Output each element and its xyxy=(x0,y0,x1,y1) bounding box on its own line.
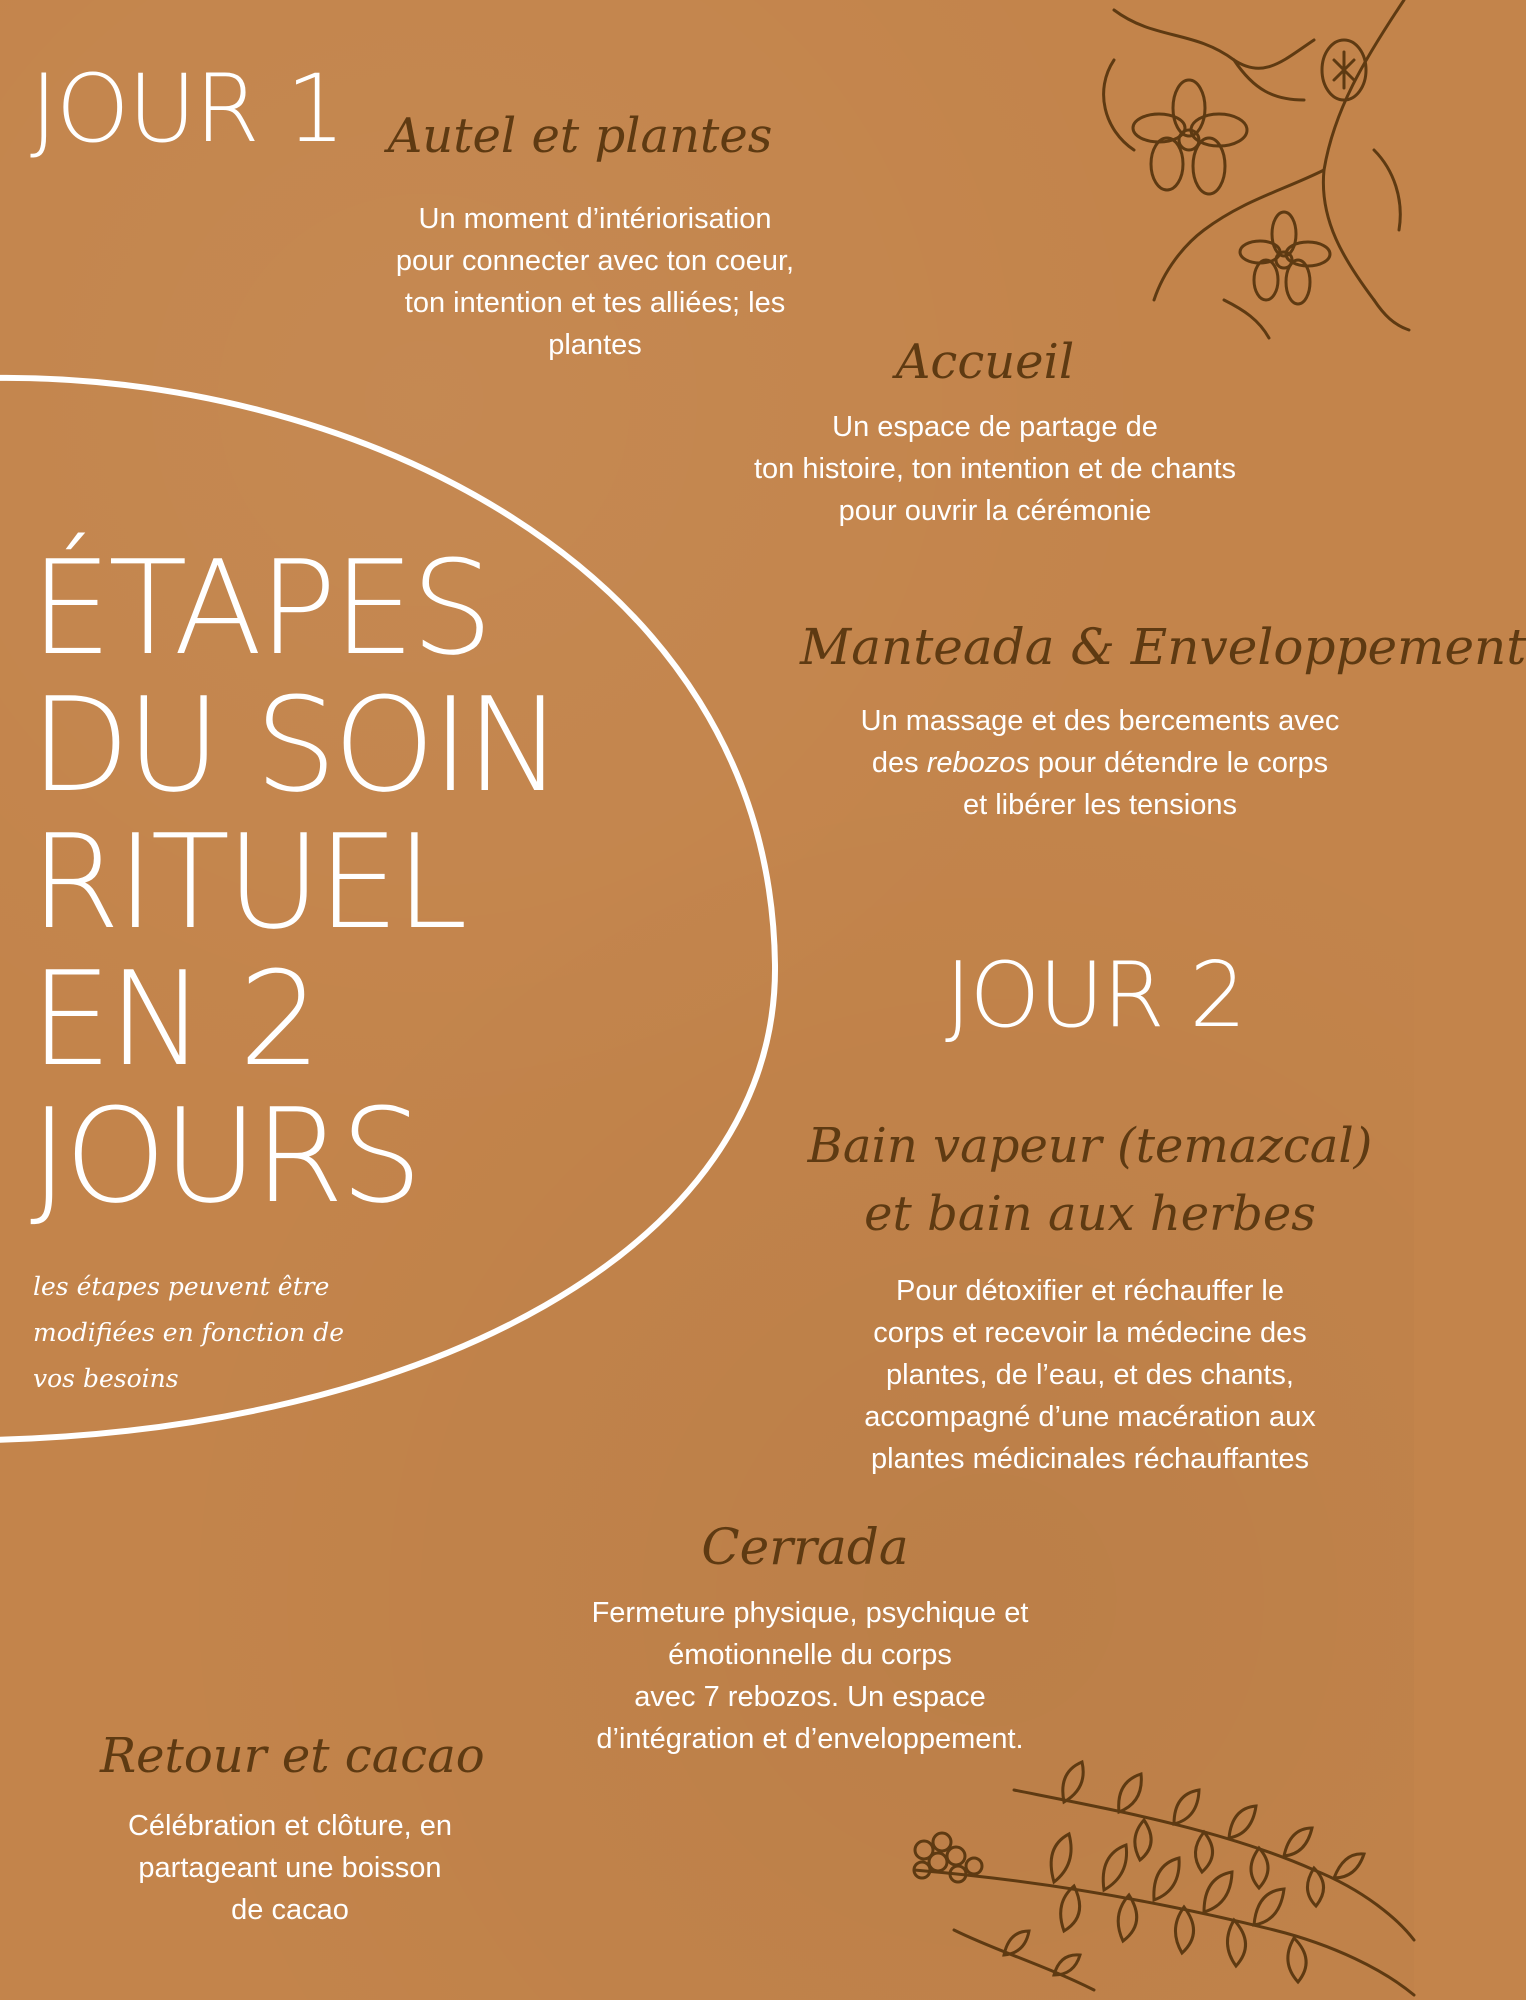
step-bain-line: plantes, de l’eau, et des chants, xyxy=(886,1359,1294,1391)
step-autel-line: Un moment d’intériorisation xyxy=(418,203,772,235)
modification-note xyxy=(33,1264,344,1402)
step-retour-line: de cacao xyxy=(231,1894,349,1926)
step-manteada-title: Manteada & Enveloppement xyxy=(800,618,1526,676)
step-manteada-line xyxy=(790,742,1410,784)
note-line: modifiées en fonction de xyxy=(33,1318,344,1347)
floral-sketch-icon xyxy=(1074,0,1414,340)
step-cerrada-line: avec 7 rebozos. Un espace xyxy=(634,1681,986,1713)
step-accueil-line: Un espace de partage de xyxy=(832,411,1158,443)
note-line: les étapes peuvent être xyxy=(33,1272,330,1301)
main-title-line: JOURS xyxy=(30,1080,419,1232)
step-bain-line: accompagné d’une macération aux xyxy=(864,1401,1316,1433)
step-bain-title xyxy=(790,1112,1390,1248)
step-retour-description xyxy=(65,1805,515,1931)
step-manteada-pre: des xyxy=(871,747,927,779)
step-bain-line: Pour détoxifier et réchauffer le xyxy=(896,1275,1284,1307)
rebozos-emphasis: rebozos xyxy=(926,747,1030,779)
step-bain-title-line: Bain vapeur (temazcal) xyxy=(807,1118,1373,1174)
step-retour-title: Retour et cacao xyxy=(100,1728,485,1784)
step-autel-title: Autel et plantes xyxy=(387,108,773,164)
step-cerrada-line: d’intégration et d’enveloppement. xyxy=(596,1723,1024,1755)
main-title xyxy=(30,532,560,1232)
step-retour-line: partageant une boisson xyxy=(138,1852,442,1884)
main-title-line: EN 2 xyxy=(30,943,318,1095)
step-manteada-line: Un massage et des bercements avec xyxy=(860,705,1340,737)
step-cerrada-description xyxy=(510,1592,1110,1760)
step-autel-line: pour connecter avec ton coeur, xyxy=(395,245,795,277)
step-cerrada-title: Cerrada xyxy=(701,1518,909,1576)
step-manteada-post: pour détendre le corps xyxy=(1029,747,1329,779)
step-cerrada-line: Fermeture physique, psychique et xyxy=(591,1597,1029,1629)
step-bain-line: corps et recevoir la médecine des xyxy=(873,1317,1307,1349)
step-accueil-line: ton histoire, ton intention et de chants xyxy=(753,453,1237,485)
step-retour-line: Célébration et clôture, en xyxy=(127,1810,453,1842)
step-manteada-line: et libérer les tensions xyxy=(962,789,1238,821)
main-title-line: RITUEL xyxy=(30,806,464,958)
day2-label: JOUR 2 xyxy=(945,943,1245,1048)
main-title-line: DU SOIN xyxy=(30,669,560,821)
note-line: vos besoins xyxy=(33,1364,179,1393)
step-bain-title-line: et bain aux herbes xyxy=(864,1186,1316,1242)
step-accueil-line: pour ouvrir la cérémonie xyxy=(838,495,1152,527)
step-autel-line: plantes xyxy=(548,329,642,361)
step-autel-line: ton intention et tes alliées; les xyxy=(404,287,786,319)
step-accueil-description xyxy=(650,406,1340,532)
step-cerrada-line: émotionnelle du corps xyxy=(668,1639,952,1671)
step-bain-description xyxy=(790,1270,1390,1480)
day1-label: JOUR 1 xyxy=(30,55,344,164)
leaf-branch-icon xyxy=(894,1750,1414,2000)
step-manteada-description xyxy=(790,700,1410,826)
step-accueil-title: Accueil xyxy=(895,334,1075,390)
main-title-line: ÉTAPES xyxy=(30,532,490,684)
step-bain-line: plantes médicinales réchauffantes xyxy=(871,1443,1309,1475)
